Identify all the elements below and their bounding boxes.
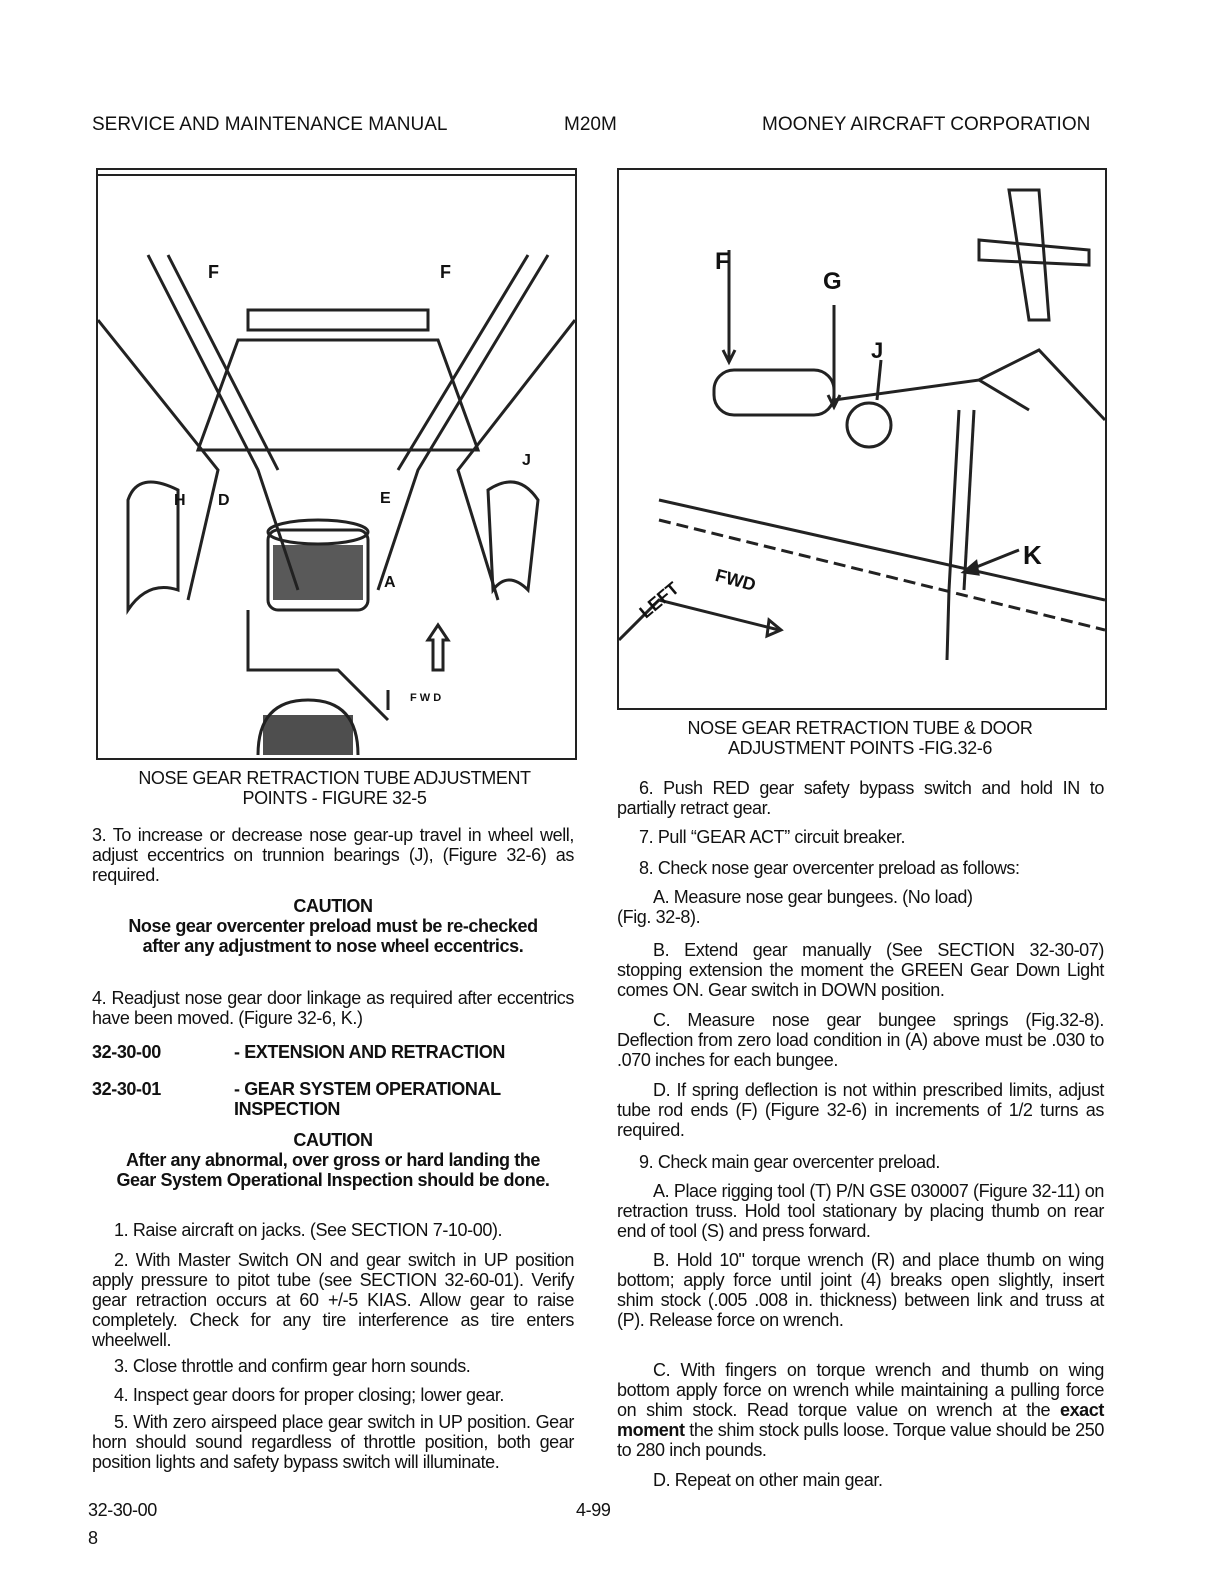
label-j: J [871, 338, 884, 363]
label-e: E [380, 490, 391, 507]
step-8: 8. Check nose gear overcenter preload as follows: [639, 858, 1020, 878]
caption-line: NOSE GEAR RETRACTION TUBE ADJUSTMENT [138, 768, 531, 788]
step-3-eccentrics: 3. To increase or decrease nose gear-up travel in wheel well, adjust eccentrics on trunnion bearings (J), (Figure 32-6) as required. [92, 825, 574, 885]
step-4-door-linkage: 4. Readjust nose gear door linkage as required after eccentrics have been moved. (Figure 32-6, K.) [92, 988, 574, 1028]
footer-page-number: 4-99 [576, 1500, 611, 1520]
label-k: K [1023, 540, 1042, 570]
footer-revision: 8 [88, 1528, 98, 1548]
step-8d: D. If spring deflection is not within prescribed limits, adjust tube rod ends (F) (Figure 32-6) in increments of 1/2 turns as required. [617, 1080, 1104, 1140]
figure-32-5-caption [96, 768, 573, 808]
section-32-30-00 [92, 1042, 574, 1062]
caution-text: After any abnormal, over gross or hard landing the Gear System Operational Inspection should be done. [116, 1150, 550, 1190]
step-8a [617, 887, 1104, 927]
step-8c: C. Measure nose gear bungee springs (Fig.32-8). Deflection from zero load condition in (A) above must be .030 to .070 inches for each bungee. [617, 1010, 1104, 1070]
section-32-30-01 [92, 1079, 574, 1119]
step-9d: D. Repeat on other main gear. [653, 1470, 883, 1490]
section-title: - EXTENSION AND RETRACTION [234, 1042, 505, 1062]
label-f-right: F [440, 262, 451, 282]
inspection-step-3: 3. Close throttle and confirm gear horn sounds. [114, 1356, 471, 1376]
label-f: F [715, 248, 730, 275]
inspection-step-5: 5. With zero airspeed place gear switch in UP position. Gear horn should sound regardless of throttle position, both gear position lights and safety bypass switch will illuminate. [92, 1412, 574, 1472]
caption-line: POINTS - FIGURE 32-5 [242, 788, 427, 808]
step-9c-emphasis: exact moment [617, 1400, 1104, 1440]
step-6: 6. Push RED gear safety bypass switch and hold IN to partially retract gear. [617, 778, 1104, 818]
nose-gear-illustration [98, 170, 575, 758]
caution-title: CAUTION [293, 1130, 373, 1150]
label-left: LEFT [635, 577, 683, 623]
caption-line: NOSE GEAR RETRACTION TUBE & DOOR [687, 718, 1033, 738]
step-9c-text: C. With fingers on torque wrench and thumb on wing bottom apply force on wrench while maintaining a pulling force on shim stock. Read torque value on wrench at the [617, 1360, 1104, 1420]
figure-32-6-caption [617, 718, 1103, 758]
header-model: M20M [564, 114, 617, 135]
caption-line: ADJUSTMENT POINTS -FIG.32-6 [728, 738, 992, 758]
footer-section: 32-30-00 [88, 1500, 157, 1520]
header-company: MOONEY AIRCRAFT CORPORATION [762, 114, 1091, 135]
header-manual-title: SERVICE AND MAINTENANCE MANUAL [92, 114, 448, 135]
label-g: G [823, 268, 842, 295]
inspection-step-2: 2. With Master Switch ON and gear switch in UP position apply pressure to pitot tube (see SECTION 32-60-01). Verify gear retraction occurs at 60 +/-5 KIAS. Allow gear to raise completely. Check for any tire interference as tire enters wheelwell. [92, 1250, 574, 1350]
label-d: D [218, 492, 230, 509]
caution-1 [92, 896, 574, 956]
figure-32-6 [617, 168, 1107, 710]
caution-title: CAUTION [293, 896, 373, 916]
caution-2 [92, 1130, 574, 1190]
step-9b: B. Hold 10" torque wrench (R) and place thumb on wing bottom; apply force until joint (4) breaks open slightly, insert shim stock (.005 .008 in. thickness) between link and truss at (P). Release force on wrench. [617, 1250, 1104, 1330]
step-9c [617, 1360, 1104, 1460]
inspection-step-4: 4. Inspect gear doors for proper closing; lower gear. [114, 1385, 505, 1405]
section-number: 32-30-01 [92, 1079, 161, 1099]
step-9c-text: the shim stock pulls loose. Torque value should be 250 to 280 inch pounds. [617, 1420, 1104, 1460]
label-fwd: F W D [410, 692, 442, 704]
step-9: 9. Check main gear overcenter preload. [639, 1152, 940, 1172]
label-f-left: F [208, 262, 219, 282]
label-a: A [384, 574, 396, 591]
figure-32-5 [96, 168, 577, 760]
step-9a: A. Place rigging tool (T) P/N GSE 030007 (Figure 32-11) on retraction truss. Hold tool stationary by placing thumb on rear end of tool (S) and press forward. [617, 1181, 1104, 1241]
inspection-step-1: 1. Raise aircraft on jacks. (See SECTION 7-10-00). [114, 1220, 503, 1240]
step-8a-ref: (Fig. 32-8). [617, 907, 701, 927]
step-8b: B. Extend gear manually (See SECTION 32-30-07) stopping extension the moment the GREEN Gear Down Light comes ON. Gear switch in DOWN position. [617, 940, 1104, 1000]
label-h: H [174, 492, 186, 509]
label-fwd: FWD [713, 565, 759, 595]
step-7: 7. Pull “GEAR ACT” circuit breaker. [639, 827, 906, 847]
step-8a-line: A. Measure nose gear bungees. (No load) [653, 887, 973, 907]
caution-text: Nose gear overcenter preload must be re-checked after any adjustment to nose wheel eccentrics. [128, 916, 538, 956]
section-number: 32-30-00 [92, 1042, 161, 1062]
section-title: - GEAR SYSTEM OPERATIONAL INSPECTION [234, 1079, 501, 1119]
label-j: J [522, 452, 531, 469]
retraction-tube-illustration [619, 170, 1105, 708]
